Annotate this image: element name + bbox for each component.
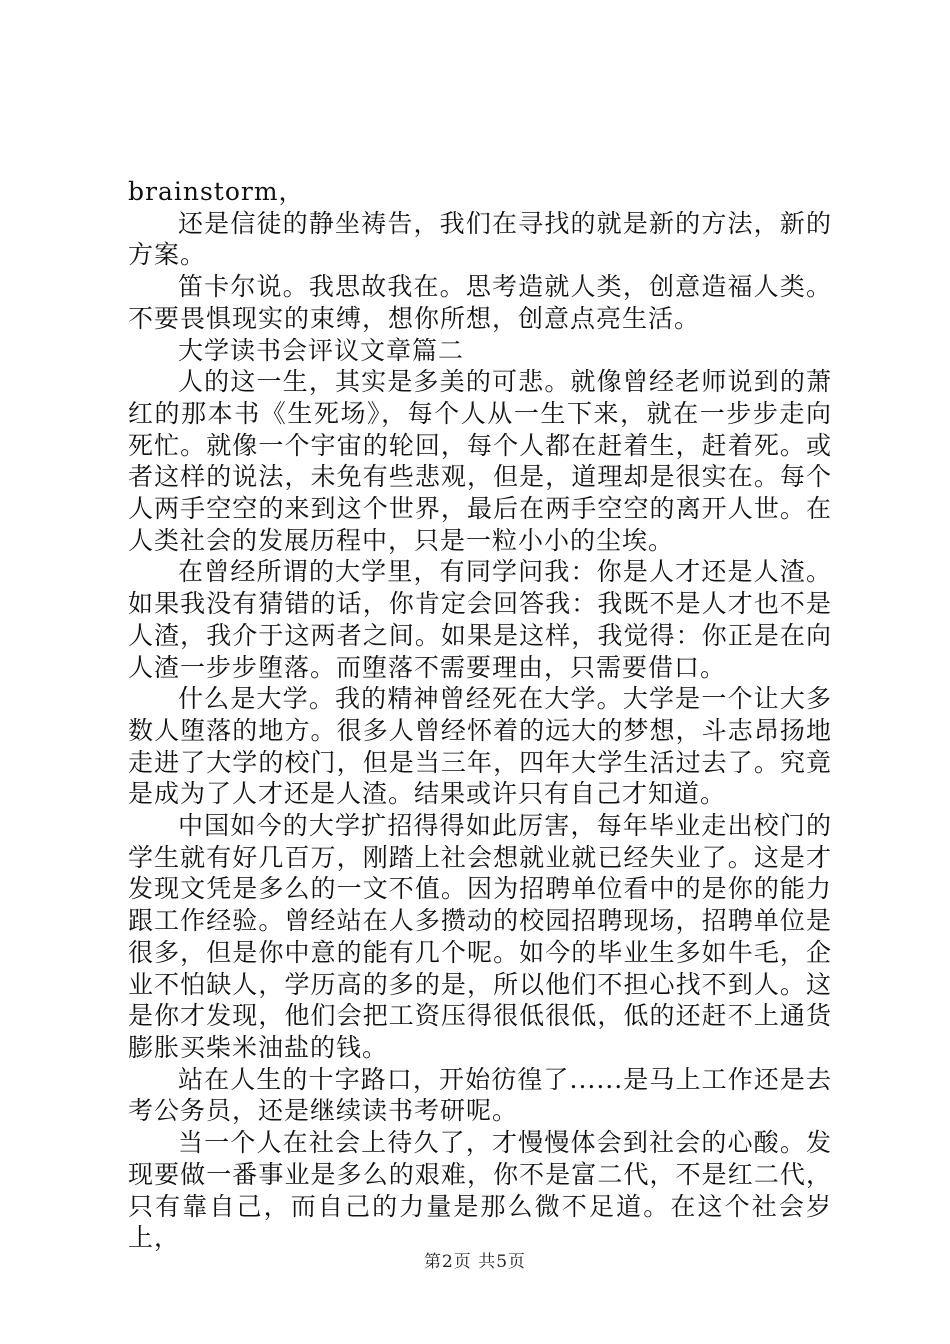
paragraph-8: 中国如今的大学扩招得得如此厉害，每年毕业走出校门的学生就有好几百万，刚踏上社会想就业就已经失业了。这是才发现文凭是多么的一文不值。因为招聘单位看中的是你的能力跟工作经验。曾经站在人多攒动的校园招聘现场，招聘单位是很多，但是你中意的能有几个呢。如今的毕业生多如牛毛，企业不怕缺人，学历高的多的是，所以他们不担心找不到人。这是你才发现，他们会把工资压得很低很低，低的还赶不上通货膨胀买柴米油盐的钱。 [128, 811, 832, 1062]
section-heading: 大学读书会评议文章篇二 [178, 335, 465, 365]
paragraph-1: brainstorm， [128, 177, 305, 206]
paragraph-5: 人的这一生，其实是多美的可悲。就像曾经老师说到的萧红的那本书《生死场》，每个人从一生下来，就在一步步走向死忙。就像一个宇宙的轮回，每个人都在赶着生，赶着死。或者这样的说法，未免有些悲观，但是，道理却是很实在。每个人两手空空的来到这个世界，最后在两手空空的离开人世。在人类社会的发展历程中，只是一粒小小的尘埃。 [128, 367, 832, 555]
paragraph-2: 还是信徒的静坐祷告，我们在寻找的就是新的方法，新的方案。 [128, 208, 832, 270]
paragraph-6: 在曾经所谓的大学里，有同学问我：你是人才还是人渣。如果我没有猜错的话，你肯定会回答我：我既不是人才也不是人渣，我介于这两者之间。如果是这样，我觉得：你正是在向人渣一步步堕落。而堕落不需要理由，只需要借口。 [128, 557, 832, 682]
paragraph-3: 笛卡尔说。我思故我在。思考造就人类，创意造福人类。不要畏惧现实的束缚，想你所想，创意点亮生活。 [128, 272, 832, 333]
paragraph-7: 什么是大学。我的精神曾经死在大学。大学是一个让大多数人堕落的地方。很多人曾经怀着的远大的梦想，斗志昂扬地走进了大学的校门，但是当三年，四年大学生活过去了。究竟是成为了人才还是人渣。结果或许只有自己才知道。 [128, 684, 832, 809]
document-body [128, 176, 832, 1254]
page-number-footer: 第2页 共5页 [423, 1252, 527, 1272]
paragraph-9: 站在人生的十字路口，开始彷徨了......是马上工作还是去考公务员，还是继续读书考研呢。 [128, 1064, 832, 1126]
paragraph-10: 当一个人在社会上待久了，才慢慢体会到社会的心酸。发现要做一番事业是多么的艰难，你不是富二代，不是红二代，只有靠自己，而自己的力量是那么微不足道。在这个社会岁上， [128, 1128, 832, 1253]
